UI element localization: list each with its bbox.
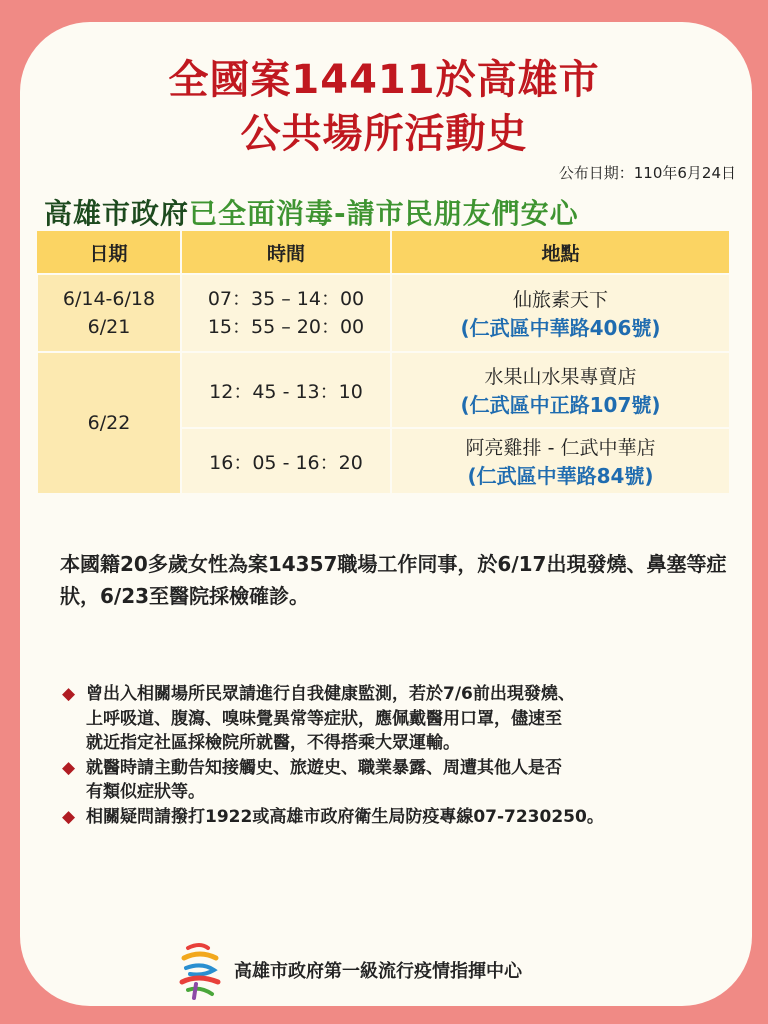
place-cell: [391, 352, 730, 428]
advisory-notes: [62, 682, 742, 829]
disinfection-banner: [44, 192, 579, 232]
place-name: 阿亮雞排 - 仁武中華店: [465, 437, 656, 459]
note-line: 就近指定社區採檢院所就醫，不得搭乘大眾運輸。: [86, 733, 460, 753]
note-line: 有類似症狀等。: [86, 782, 205, 802]
place-address: (仁武區中華路84號): [467, 464, 654, 488]
diamond-bullet-icon: ◆: [62, 757, 76, 778]
place-address: (仁武區中華路406號): [460, 316, 661, 340]
header-place: 地點: [391, 231, 730, 274]
header-time: 時間: [181, 231, 391, 274]
note-line: 相關疑問請撥打1922或高雄市政府衛生局防疫專線07-7230250。: [86, 806, 604, 827]
footer: [178, 938, 522, 1002]
diamond-bullet-icon: ◆: [62, 684, 76, 704]
date-cell: 6/14-6/18 6/21: [37, 274, 181, 352]
date-cell: 6/22: [37, 352, 181, 494]
time-cell: 12：45 - 13：10: [181, 352, 391, 428]
advisory-note: [62, 756, 742, 805]
table-header-row: [37, 231, 730, 274]
time-cell: 16：05 - 16：20: [181, 428, 391, 494]
poster-title-line1: 全國案14411於高雄市: [168, 57, 600, 103]
poster-title-line2: 公共場所活動史: [240, 111, 528, 157]
note-line: 就醫時請主動告知接觸史、旅遊史、職業暴露、周遭其他人是否: [86, 757, 562, 778]
banner-government: 高雄市政府: [44, 197, 190, 230]
note-line: 上呼吸道、腹瀉、嗅味覺異常等症狀，應佩戴醫用口罩，儘速至: [86, 708, 562, 729]
diamond-bullet-icon: ◆: [62, 806, 76, 827]
time-cell: 07：35 – 14：00 15：55 – 20：00: [181, 274, 391, 352]
place-name: 仙旅素天下: [512, 289, 608, 311]
banner-message: 已全面消毒-請市民朋友們安心: [189, 197, 579, 230]
kaohsiung-city-logo-icon: [178, 940, 224, 1000]
publish-date: 公布日期：110年6月24日: [558, 164, 736, 182]
place-address: (仁武區中正路107號): [460, 393, 661, 417]
activity-table: [36, 231, 731, 495]
place-cell: [391, 274, 730, 352]
place-cell: [391, 428, 730, 494]
case-description: 本國籍20多歲女性為案14357職場工作同事，於6/17出現發燒、鼻塞等症狀，6/23至醫院採檢確診。: [60, 552, 727, 608]
advisory-note: [62, 682, 742, 756]
place-name: 水果山水果專賣店: [484, 366, 637, 388]
table-row: [37, 274, 730, 352]
footer-organization: 高雄市政府第一級流行疫情指揮中心: [234, 961, 522, 982]
header-date: 日期: [37, 231, 181, 274]
table-row: [37, 352, 730, 428]
advisory-note: [62, 805, 742, 830]
note-line: 曾出入相關場所民眾請進行自我健康監測，若於7/6前出現發燒、: [86, 684, 575, 704]
